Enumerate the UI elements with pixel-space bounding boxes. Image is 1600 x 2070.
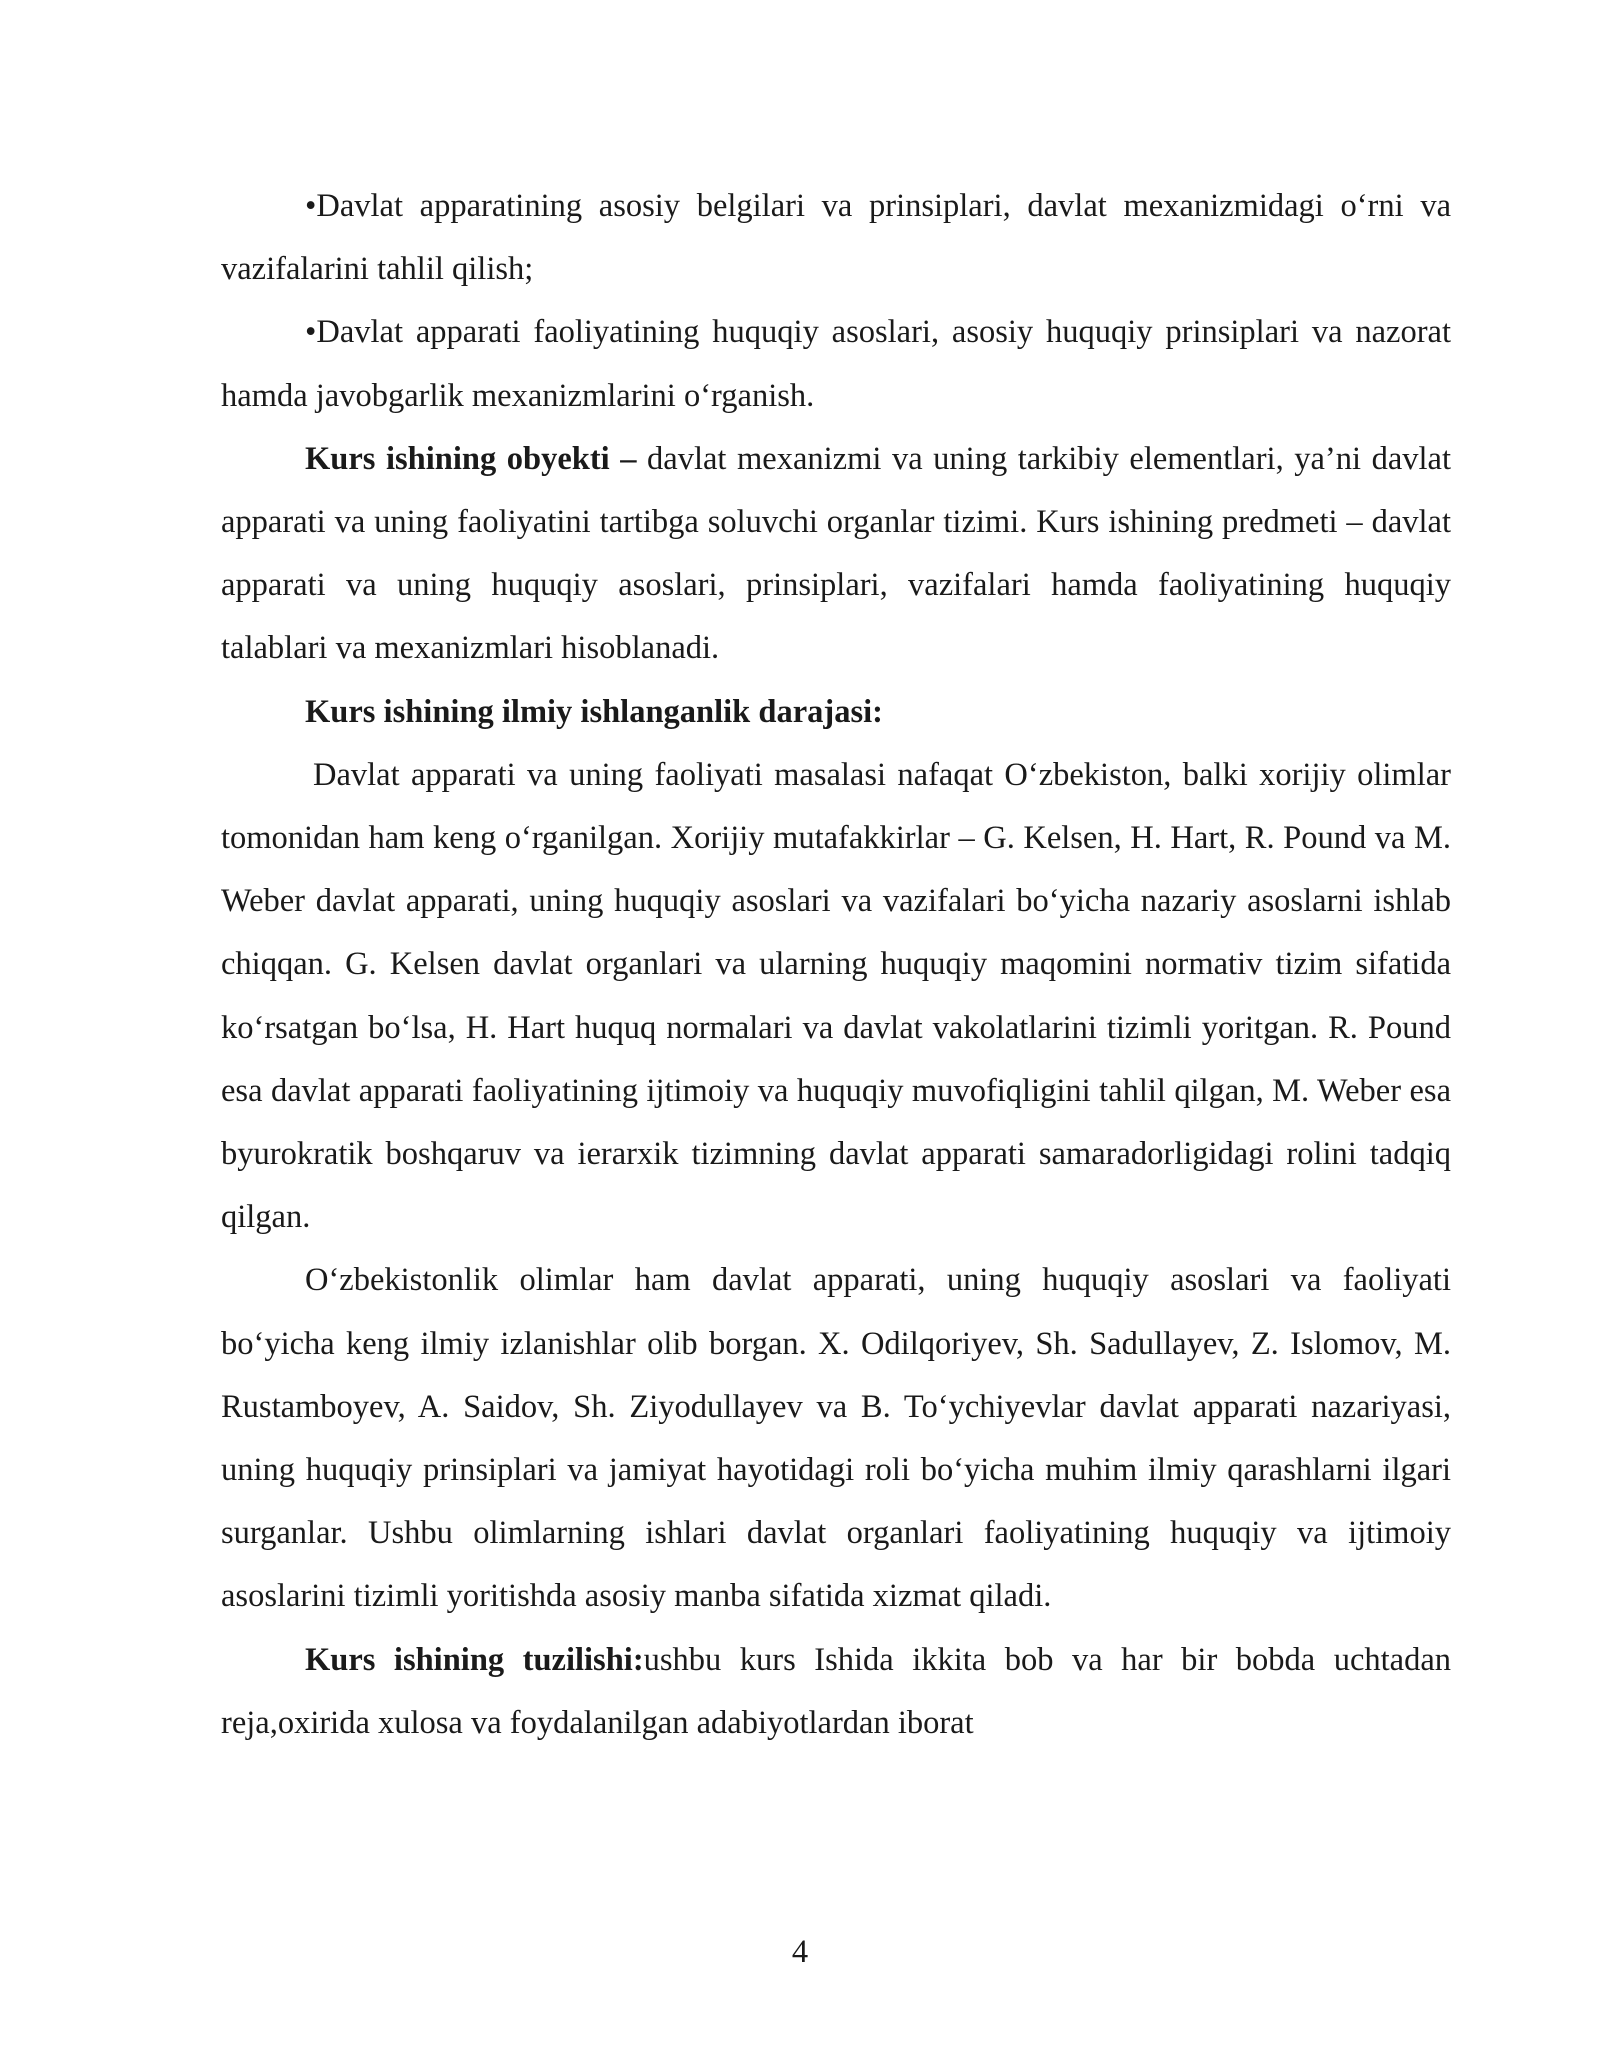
uzbek-scholars-paragraph — [221, 1249, 1451, 1628]
object-paragraph — [221, 428, 1451, 681]
heading-text: Kurs ishining ilmiy ishlanganlik darajasi: — [305, 693, 883, 730]
paragraph-text: •Davlat apparatining asosiy belgilari va prinsiplari, davlat mexanizmidagi oʻrni va vazifalarini tahlil qilish; — [221, 188, 1451, 288]
page-number: 4 — [791, 1934, 809, 1970]
foreign-scholars-paragraph — [221, 744, 1451, 1250]
bullet-paragraph — [221, 175, 1451, 301]
object-label: Kurs ishining obyekti – — [305, 440, 637, 477]
paragraph-text: •Davlat apparati faoliyatining huquqiy asoslari, asosiy huquqiy prinsiplari va nazorat hamda javobgarlik mexanizmlarini oʻrganish. — [221, 314, 1451, 414]
paragraph-text: ushbu kurs Ishida ikkita bob va har bir bobda uchtadan reja,oxirida xulosa va foydalanilgan adabiyotlardan iborat — [221, 1641, 1452, 1741]
paragraph-text: Oʻzbekistonlik olimlar ham davlat apparati, uning huquqiy asoslari va faoliyati boʻyicha keng ilmiy izlanishlar olib borgan. X. Odilqoriyev, Sh. Sadullayev, Z. Islomov, M. Rustamboyev, A. Saidov, Sh. Ziyodullayev va B. Toʻychiyevlar davlat apparati nazariyasi, uning huquqiy prinsiplari va jamiyat hayotidagi roli boʻyicha muhim ilmiy qarashlarni ilgari surganlar. Ushbu olimlarning ishlari davlat organlari faoliyatining huquqiy va ijtimoiy asoslarini tizimli yoritishda asosiy manba sifatida xizmat qiladi. — [221, 1262, 1451, 1615]
bullet-paragraph — [221, 301, 1451, 427]
paragraph-text: Davlat apparati va uning faoliyati masalasi nafaqat Oʻzbekiston, balki xorijiy olimlar tomonidan ham keng oʻrganilgan. Xorijiy mutafakkirlar – G. Kelsen, H. Hart, R. Pound va M. Weber davlat apparati, uning huquqiy asoslari va vazifalari boʻyicha nazariy asoslarni ishlab chiqqan. G. Kelsen davlat organlari va ularning huquqiy maqomini normativ tizim sifatida koʻrsatgan boʻlsa, H. Hart huquq normalari va davlat vakolatlarini tizimli yoritgan. R. Pound esa davlat apparati faoliyatining ijtimoiy va huquqiy muvofiqligini tahlil qilgan, M. Weber esa byurokratik boshqaruv va ierarxik tizimning davlat apparati samaradorligidagi rolini tadqiq qilgan. — [221, 756, 1451, 1236]
structure-paragraph — [221, 1629, 1451, 1755]
paragraph-text: davlat mexanizmi va uning tarkibiy elementlari, ya’ni davlat apparati va uning faoliyatini tartibga soluvchi organlar tizimi. Kurs ishining predmeti – davlat apparati va uning huquqiy asoslari, prinsiplari, vazifalari hamda faoliyatining huquqiy talablari va mexanizmlari hisoblanadi. — [221, 440, 1451, 667]
structure-label: Kurs ishining tuzilishi: — [305, 1641, 644, 1678]
document-body — [221, 175, 1451, 1755]
section-heading — [221, 681, 1451, 744]
